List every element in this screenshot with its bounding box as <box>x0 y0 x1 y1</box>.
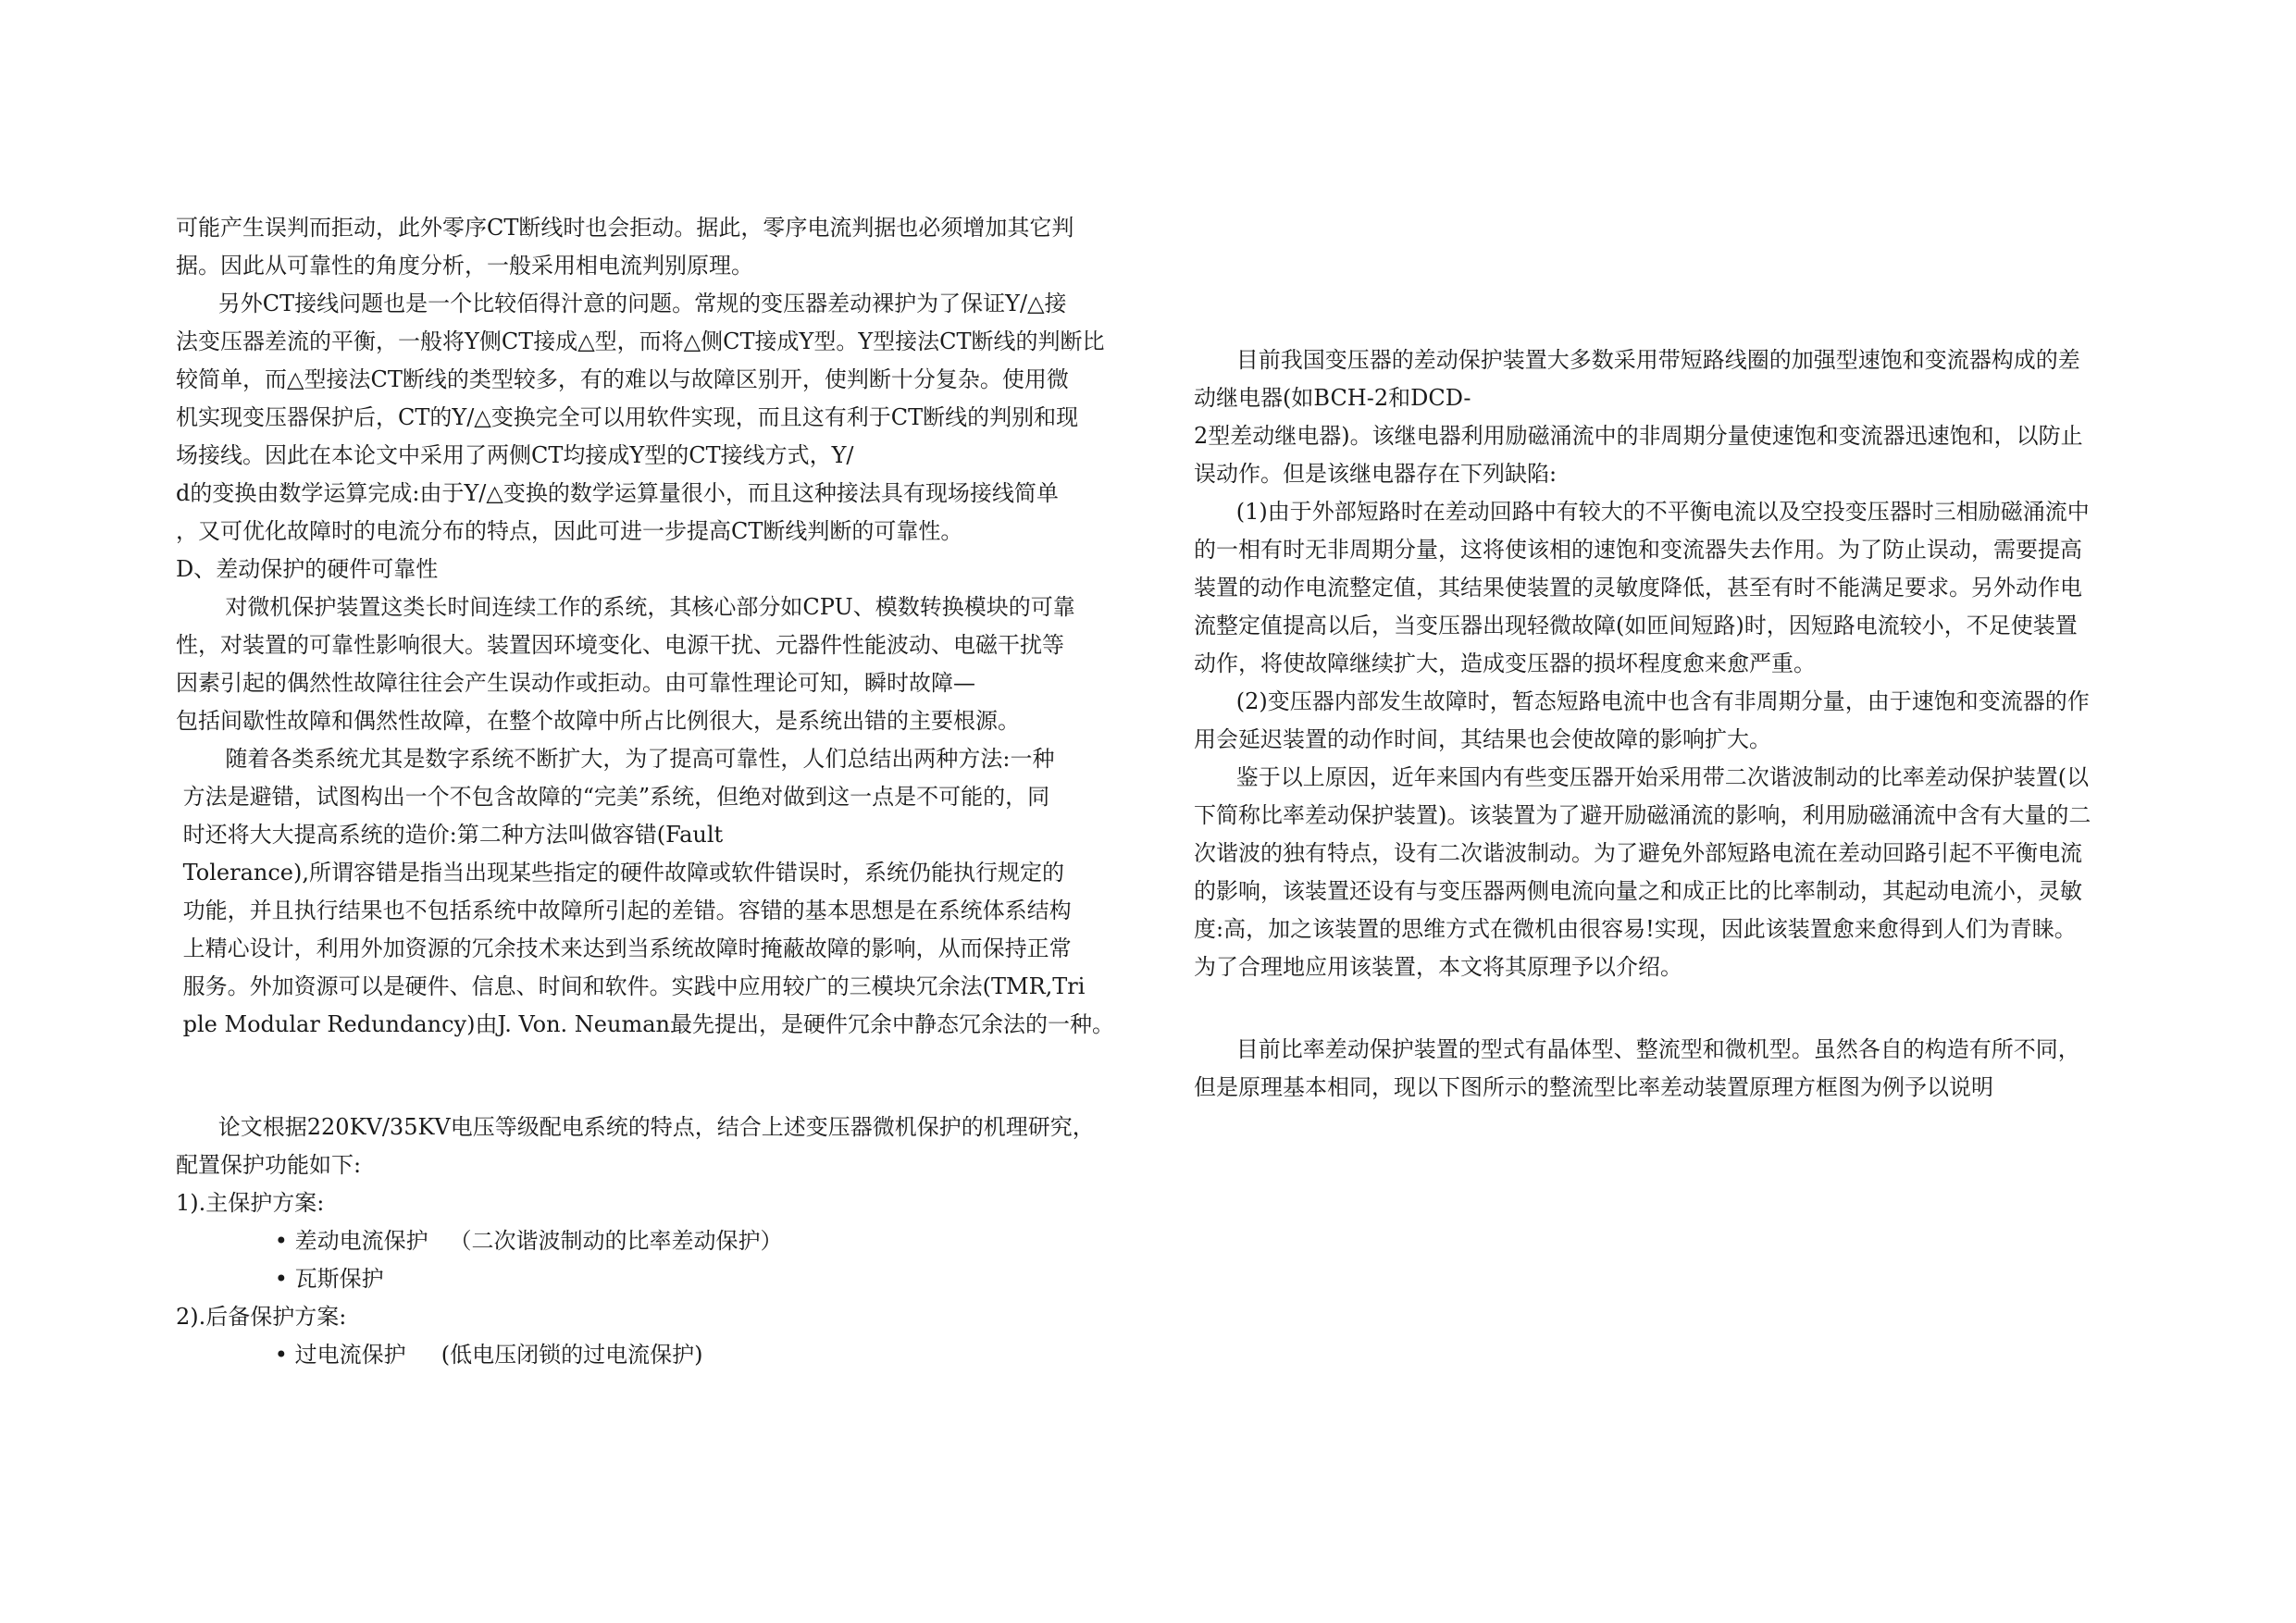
paragraph-gap <box>1194 986 2138 1031</box>
text-line: 可能产生误判而拒动，此外零序CT断线时也会拒动。据此，零序电流判据也必须增加其它判 <box>176 215 1074 241</box>
text-line: D、差动保护的硬件可靠性 <box>176 556 439 582</box>
text-line: 上精心设计，利用外加资源的冗余技术来达到当系统故障时掩蔽故障的影响，从而保持正常 <box>176 935 1072 961</box>
text-line: 2型差动继电器)。该继电器利用励磁涌流中的非周期分量使速饱和变流器迅速饱和，以防止 <box>1194 423 2083 449</box>
text-line: 动继电器(如BCH-2和DCD- <box>1194 385 1471 411</box>
text-line: 2).后备保护方案: <box>176 1304 347 1330</box>
text-line: 目前我国变压器的差动保护装置大多数采用带短路线圈的加强型速饱和变流器构成的差 <box>1194 347 2080 373</box>
text-line: (1)由于外部短路时在差动回路中有较大的不平衡电流以及空投变压器时三相励磁涌流中 <box>1194 499 2090 525</box>
text-line: 次谐波的独有特点，设有二次谐波制动。为了避免外部短路电流在差动回路引起不平衡电流 <box>1194 840 2082 866</box>
text-line: 但是原理基本相同，现以下图所示的整流型比率差动装置原理方框图为例予以说明 <box>1194 1074 1993 1100</box>
text-line: 的影响，该装置还设有与变压器两侧电流向量之和成正比的比率制动，其起动电流小，灵敏 <box>1194 878 2082 904</box>
text-line: 方法是避错，试图构出一个不包含故障的“完美”系统，但绝对做到这一点是不可能的，同 <box>176 784 1050 810</box>
right-column <box>1194 341 2138 1107</box>
text-line: 度:高，加之该装置的思维方式在微机由很容易!实现，因此该装置愈来愈得到人们为青睐。 <box>1194 916 2077 942</box>
text-line: 对微机保护装置这类长时间连续工作的系统，其核心部分如CPU、模数转换模块的可靠 <box>176 594 1075 620</box>
text-line: 误动作。但是该继电器存在下列缺陷: <box>1194 461 1558 487</box>
left-paragraph-block <box>176 209 1129 1044</box>
protection-config-block <box>176 1109 1129 1374</box>
text-line: 目前比率差动保护装置的型式有晶体型、整流型和微机型。虽然各自的构造有所不同， <box>1194 1036 2080 1062</box>
text-line: 随着各类系统尤其是数字系统不断扩大，为了提高可靠性，人们总结出两种方法:一种 <box>176 746 1055 772</box>
text-line: 配置保护功能如下: <box>176 1152 362 1178</box>
text-line: 因素引起的偶然性故障往往会产生误动作或拒动。由可靠性理论可知，瞬时故障— <box>176 670 975 696</box>
text-line: • 差动电流保护 （二次谐波制动的比率差动保护） <box>176 1228 783 1254</box>
right-closing-block <box>1194 1031 2138 1107</box>
text-line: ple Modular Redundancy)由J. Von. Neuman最先提出，是硬件冗余中静态冗余法的一种。 <box>176 1011 1114 1037</box>
text-line: 论文根据220KV/35KV电压等级配电系统的特点，结合上述变压器微机保护的机理研究， <box>176 1114 1095 1140</box>
text-line: Tolerance),所谓容错是指当出现某些指定的硬件故障或软件错误时，系统仍能执行规定的 <box>176 860 1064 886</box>
text-line: 为了合理地应用该装置，本文将其原理予以介绍。 <box>1194 954 1682 980</box>
text-line: • 瓦斯保护 <box>176 1266 384 1292</box>
text-line: 据。因此从可靠性的角度分析，一般采用相电流判别原理。 <box>176 253 753 279</box>
text-line: 法变压器差流的平衡，一般将Y侧CT接成△型，而将△侧CT接成Y型。Y型接法CT断线的判断比 <box>176 328 1105 354</box>
text-line: 场接线。因此在本论文中采用了两侧CT均接成Y型的CT接线方式，Y/ <box>176 442 854 468</box>
text-line: 1).主保护方案: <box>176 1190 325 1216</box>
text-line: (2)变压器内部发生故障时，暂态短路电流中也含有非周期分量，由于速饱和变流器的作 <box>1194 688 2090 714</box>
text-line: • 过电流保护 (低电压闭锁的过电流保护) <box>176 1342 703 1368</box>
text-line: d的变换由数学运算完成:由于Y/△变换的数学运算量很小，而且这种接法具有现场接线简单 <box>176 480 1059 506</box>
text-line: ，又可优化故障时的电流分布的特点，因此可进一步提高CT断线判断的可靠性。 <box>176 518 963 544</box>
text-line: 时还将大大提高系统的造价:第二种方法叫做容错(Fault <box>176 822 724 848</box>
text-line: 装置的动作电流整定值，其结果使装置的灵敏度降低，甚至有时不能满足要求。另外动作电 <box>1194 575 2082 601</box>
text-line: 鉴于以上原因，近年来国内有些变压器开始采用带二次谐波制动的比率差动保护装置(以 <box>1194 764 2090 790</box>
left-column <box>176 209 1129 1374</box>
text-line: 包括间歇性故障和偶然性故障，在整个故障中所占比例很大，是系统出错的主要根源。 <box>176 708 1020 734</box>
text-line: 的一相有时无非周期分量，这将使该相的速饱和变流器失去作用。为了防止误动，需要提高 <box>1194 537 2082 563</box>
text-line: 下简称比率差动保护装置)。该装置为了避开励磁涌流的影响，利用励磁涌流中含有大量的二 <box>1194 802 2091 828</box>
paragraph-gap <box>176 1044 1129 1109</box>
text-line: 用会延迟装置的动作时间，其结果也会使故障的影响扩大。 <box>1194 726 1771 752</box>
text-line: 功能，并且执行结果也不包括系统中故障所引起的差错。容错的基本思想是在系统体系结构 <box>176 898 1072 923</box>
text-line: 较简单，而△型接法CT断线的类型较多，有的难以与故障区别开，使判断十分复杂。使用微 <box>176 366 1069 392</box>
text-line: 服务。外加资源可以是硬件、信息、时间和软件。实践中应用较广的三模块冗余法(TMR,Tri <box>176 973 1086 999</box>
text-line: 机实现变压器保护后，CT的Y/△变换完全可以用软件实现，而且这有利于CT断线的判别和现 <box>176 404 1079 430</box>
text-line: 流整定值提高以后，当变压器出现轻微故障(如匝间短路)时，因短路电流较小，不足使装置 <box>1194 613 2078 638</box>
text-line: 性，对装置的可靠性影响很大。装置因环境变化、电源干扰、元器件性能波动、电磁干扰等 <box>176 632 1064 658</box>
text-line: 另外CT接线问题也是一个比较佰得汁意的问题。常规的变压器差动裸护为了保证Y/△接 <box>176 291 1067 316</box>
text-line: 动作，将使故障继续扩大，造成变压器的损坏程度愈来愈严重。 <box>1194 650 1816 676</box>
right-paragraph-block <box>1194 341 2138 986</box>
